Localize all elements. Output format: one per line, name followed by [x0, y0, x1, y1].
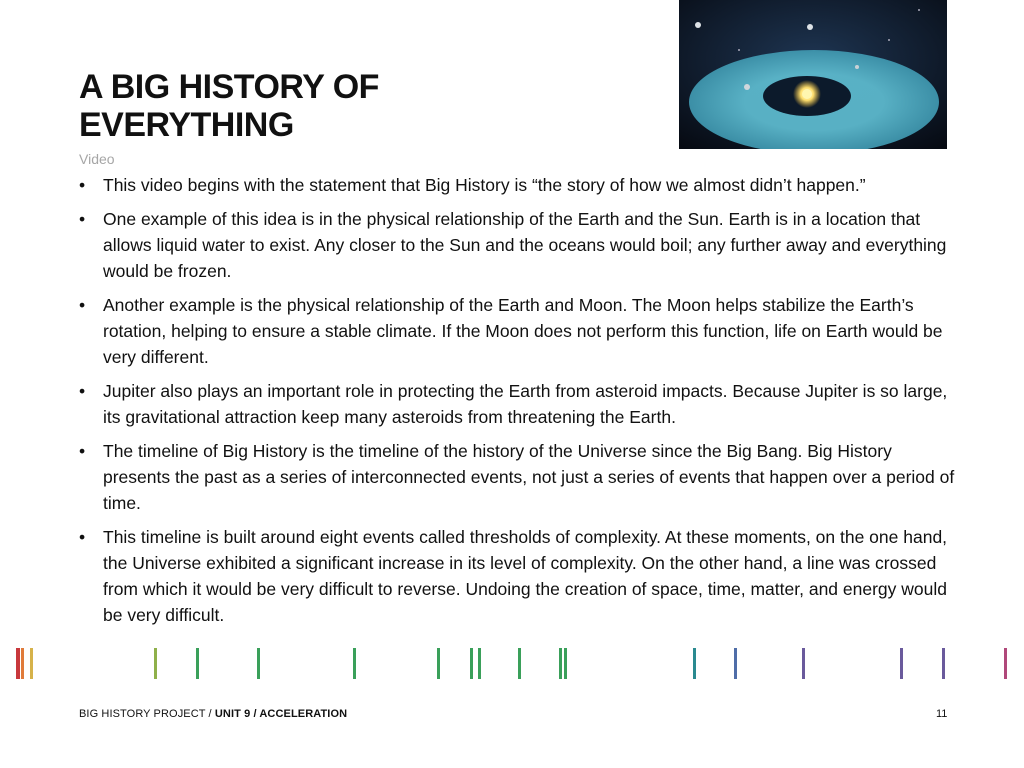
title-line-1: A BIG HISTORY OF	[79, 68, 379, 106]
footer-separator: /	[250, 708, 260, 720]
slide-title	[79, 68, 639, 144]
bullet-text: The timeline of Big History is the timeline of the history of the Universe since the Big Bang. Big History presents the past as a series of interconnected events, not just a series of events that happen over a period of time.	[103, 441, 955, 513]
timeline-tick	[693, 648, 696, 679]
threshold-timeline	[0, 648, 1024, 680]
bullet-text: This video begins with the statement that Big History is “the story of how we almost didn’t happen.”	[103, 175, 866, 195]
timeline-tick	[30, 648, 33, 679]
list-item	[79, 292, 959, 370]
timeline-tick	[802, 648, 805, 679]
list-item	[79, 524, 959, 628]
footer-section: ACCELERATION	[259, 708, 348, 720]
bullet-text: This timeline is built around eight events called thresholds of complexity. At these moments, on the one hand, the Universe exhibited a significant increase in its level of complexity. On the other hand, a line was crossed from which it would be very difficult to reverse. Undoing the creation of space, time, matter, and energy would be very difficult.	[103, 527, 948, 625]
bullet-marker: •	[79, 295, 86, 315]
timeline-tick	[734, 648, 737, 679]
timeline-tick	[154, 648, 157, 679]
solar-system-illustration	[679, 0, 947, 149]
bullet-text: One example of this idea is in the physical relationship of the Earth and the Sun. Earth is in a location that allows liquid water to exist. Any closer to the Sun and the oceans would boil; any further away and everything would be frozen.	[103, 209, 947, 281]
timeline-tick	[518, 648, 521, 679]
timeline-tick	[900, 648, 903, 679]
bullet-marker: •	[79, 209, 86, 229]
timeline-tick	[559, 648, 562, 679]
footer-unit: UNIT 9	[214, 708, 251, 720]
timeline-tick	[21, 648, 24, 679]
timeline-tick	[437, 648, 440, 679]
bullet-marker: •	[79, 527, 86, 547]
solar-system-image	[679, 0, 947, 149]
timeline-tick	[478, 648, 481, 679]
list-item	[79, 206, 959, 284]
timeline-tick	[196, 648, 199, 679]
timeline-tick	[942, 648, 945, 679]
bullet-marker: •	[79, 441, 86, 461]
timeline-tick	[1004, 648, 1007, 679]
timeline-tick	[470, 648, 473, 679]
page-number: 11	[936, 708, 948, 720]
title-line-2: EVERYTHING	[79, 106, 294, 144]
list-item	[79, 172, 959, 198]
timeline-tick	[564, 648, 567, 679]
bullet-list	[79, 172, 959, 636]
slide-subtitle: Video	[79, 151, 115, 167]
timeline-tick	[353, 648, 356, 679]
bullet-marker: •	[79, 175, 86, 195]
list-item	[79, 438, 959, 516]
bullet-text: Jupiter also plays an important role in protecting the Earth from asteroid impacts. Because Jupiter is so large, its gravitational attraction keep many asteroids from threatening the Earth.	[103, 381, 948, 427]
list-item	[79, 378, 959, 430]
timeline-tick	[16, 648, 20, 679]
bullet-marker: •	[79, 381, 86, 401]
timeline-tick	[257, 648, 260, 679]
footer-breadcrumb	[79, 708, 347, 720]
footer-project: BIG HISTORY PROJECT /	[79, 708, 215, 720]
bullet-text: Another example is the physical relationship of the Earth and Moon. The Moon helps stabilize the Earth’s rotation, helping to ensure a stable climate. If the Moon does not perform this function, life on Earth would be very different.	[103, 295, 943, 367]
